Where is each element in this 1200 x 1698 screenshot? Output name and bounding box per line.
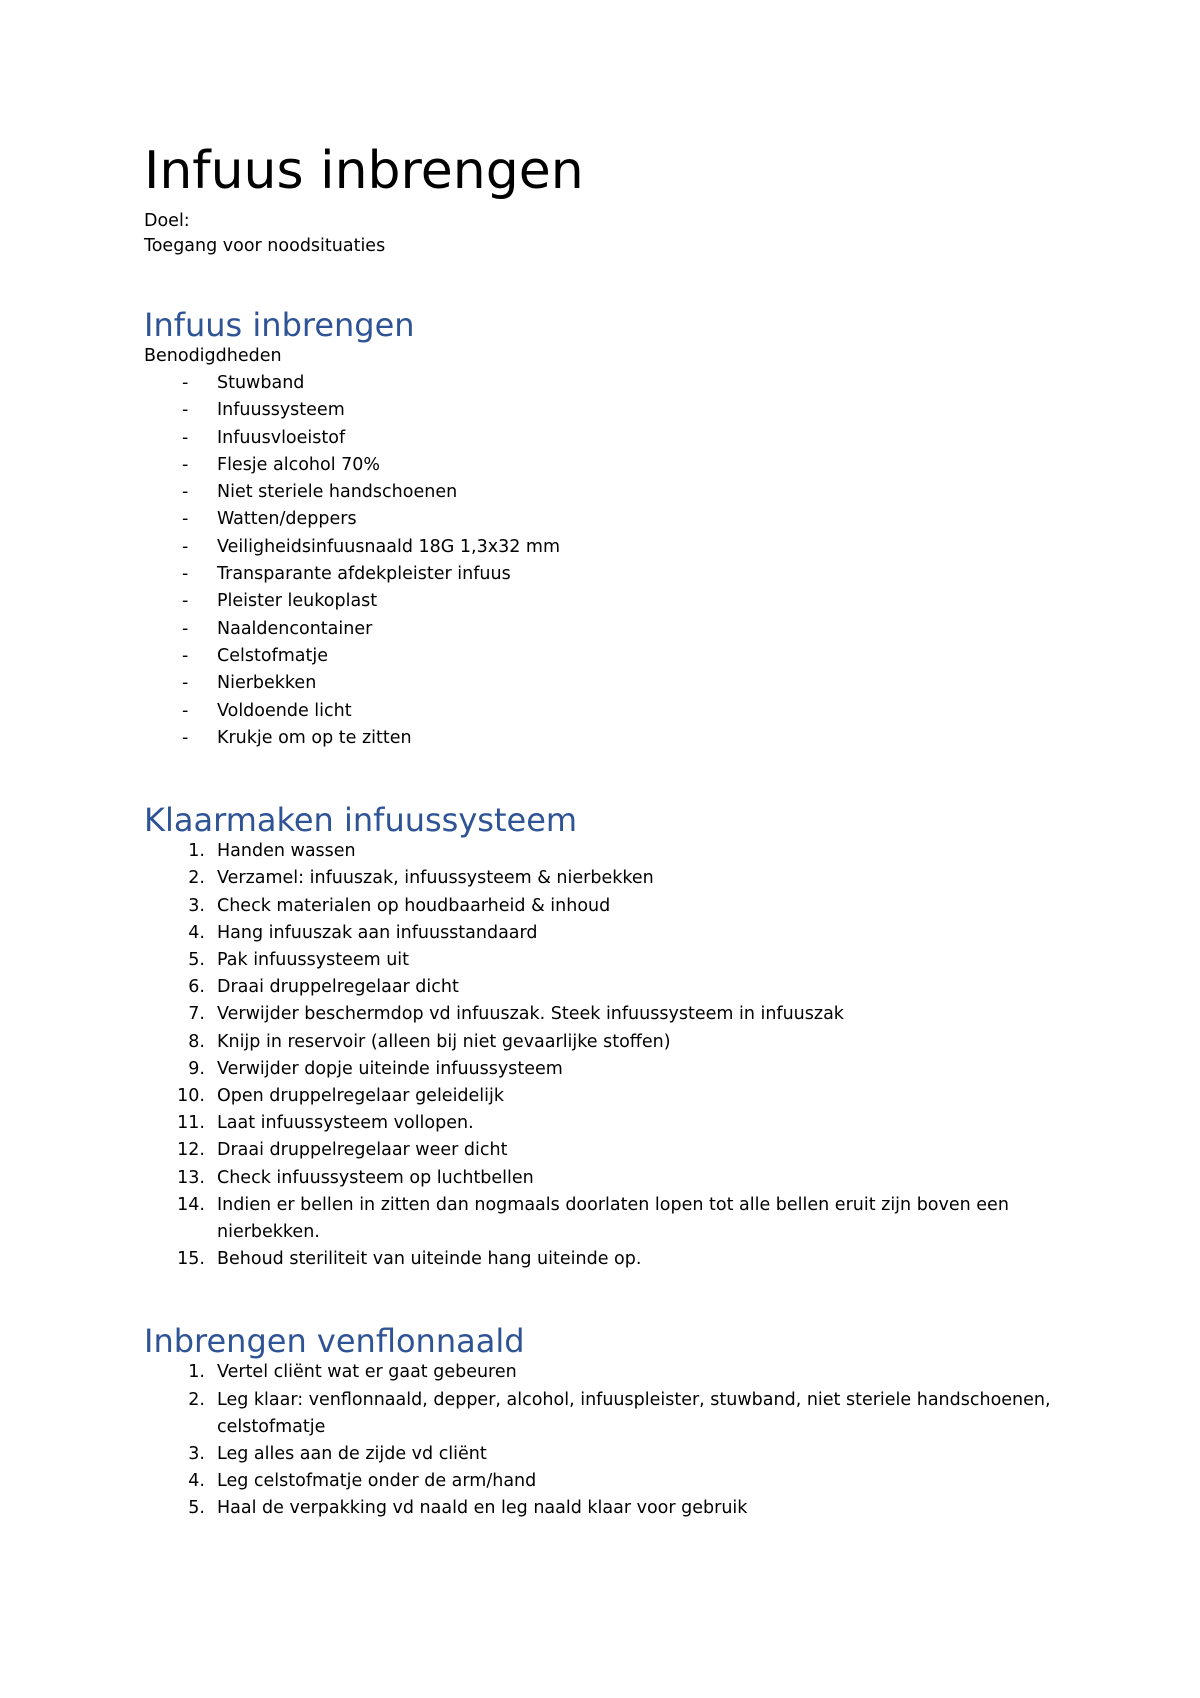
- section-heading-infuus-inbrengen: Infuus inbrengen: [144, 306, 415, 344]
- list-item: [144, 452, 1056, 479]
- step-item: [144, 1359, 1056, 1386]
- dash-bullet: -: [182, 700, 189, 721]
- list-item-text: Nierbekken: [217, 673, 317, 694]
- step-item: [144, 947, 1056, 974]
- dash-bullet: -: [182, 373, 189, 393]
- step-text: Leg klaar: venflonnaald, depper, alcohol, infuuspleister, stuwband, niet steriele handschoenen, celstofmatje: [217, 1389, 1051, 1437]
- list-item: [144, 616, 1056, 643]
- step-number: 15.: [177, 1249, 205, 1270]
- step-text: Pak infuussysteem uit: [217, 949, 410, 970]
- step-text: Hang infuuszak aan infuusstandaard: [217, 922, 538, 943]
- document-page: [144, 140, 1056, 1523]
- list-item: [144, 725, 1056, 752]
- list-item: [144, 425, 1056, 452]
- step-number: 3.: [188, 1444, 205, 1465]
- list-item-text: Naaldencontainer: [217, 618, 373, 639]
- step-item: [144, 974, 1056, 1001]
- list-item: [144, 534, 1056, 561]
- step-item: [144, 1137, 1056, 1164]
- step-text: Verwijder dopje uiteinde infuussysteem: [217, 1058, 563, 1079]
- step-number: 2.: [188, 1389, 205, 1410]
- benodigdheden-list: [144, 370, 1056, 752]
- klaarmaken-steps-list: [144, 838, 1056, 1273]
- list-item: [144, 643, 1056, 670]
- dash-bullet: -: [182, 673, 189, 694]
- list-item-text: Voldoende licht: [217, 700, 352, 721]
- step-number: 11.: [177, 1113, 205, 1134]
- step-number: 13.: [177, 1167, 205, 1188]
- document-title: Infuus inbrengen: [144, 141, 584, 201]
- list-item-text: Watten/deppers: [217, 509, 357, 530]
- step-number: 1.: [188, 1362, 205, 1383]
- step-text: Handen wassen: [217, 841, 356, 862]
- list-item: [144, 506, 1056, 533]
- list-item-text: Niet steriele handschoenen: [217, 482, 458, 503]
- section-heading-klaarmaken: Klaarmaken infuussysteem: [144, 801, 578, 840]
- inbrengen-steps-list: [144, 1359, 1056, 1522]
- list-item-text: Celstofmatje: [217, 645, 328, 666]
- step-item: [144, 920, 1056, 947]
- step-item: [144, 1165, 1056, 1192]
- step-item: [144, 893, 1056, 920]
- dash-bullet: -: [182, 645, 189, 666]
- list-item-text: Krukje om op te zitten: [217, 727, 412, 748]
- step-text: Vertel cliënt wat er gaat gebeuren: [217, 1362, 517, 1383]
- step-number: 7.: [188, 1004, 205, 1025]
- step-item: [144, 1495, 1056, 1522]
- step-number: 4.: [188, 922, 205, 943]
- step-number: 1.: [188, 841, 205, 862]
- dash-bullet: -: [182, 727, 189, 748]
- dash-bullet: -: [182, 564, 189, 585]
- step-text: Verwijder beschermdop vd infuuszak. Steek infuussysteem in infuuszak: [217, 1004, 844, 1025]
- step-number: 5.: [188, 949, 205, 970]
- step-item: [144, 1029, 1056, 1056]
- list-item: [144, 670, 1056, 697]
- step-text: Check materialen op houdbaarheid & inhoud: [217, 895, 611, 916]
- step-number: 4.: [188, 1471, 205, 1492]
- step-item: [144, 1192, 1056, 1246]
- step-text: Draai druppelregelaar weer dicht: [217, 1140, 508, 1161]
- step-text: Knijp in reservoir (alleen bij niet gevaarlijke stoffen): [217, 1031, 671, 1052]
- list-item-text: Transparante afdekpleister infuus: [217, 564, 511, 585]
- dash-bullet: -: [182, 400, 189, 421]
- step-item: [144, 1387, 1056, 1441]
- step-item: [144, 1110, 1056, 1137]
- dash-bullet: -: [182, 482, 189, 503]
- step-text: Check infuussysteem op luchtbellen: [217, 1167, 534, 1188]
- step-item: [144, 1441, 1056, 1468]
- dash-bullet: -: [182, 454, 189, 475]
- list-item-text: Pleister leukoplast: [217, 591, 378, 612]
- benodigdheden-label: Benodigdheden: [144, 346, 282, 366]
- step-number: 10.: [177, 1085, 205, 1106]
- step-text: Haal de verpakking vd naald en leg naald klaar voor gebruik: [217, 1498, 748, 1519]
- step-text: Leg alles aan de zijde vd cliënt: [217, 1444, 487, 1465]
- step-item: [144, 1246, 1056, 1273]
- step-text: Indien er bellen in zitten dan nogmaals doorlaten lopen tot alle bellen eruit zijn boven een nierbekken.: [217, 1194, 1009, 1242]
- step-number: 2.: [188, 868, 205, 889]
- step-number: 9.: [188, 1058, 205, 1079]
- dash-bullet: -: [182, 536, 189, 557]
- step-number: 12.: [177, 1140, 205, 1161]
- step-item: [144, 1468, 1056, 1495]
- section-heading-inbrengen: Inbrengen venflonnaald: [144, 1322, 525, 1361]
- list-item-text: Veiligheidsinfuusnaald 18G 1,3x32 mm: [217, 536, 561, 557]
- step-item: [144, 1001, 1056, 1028]
- step-number: 3.: [188, 895, 205, 916]
- list-item: [144, 397, 1056, 424]
- step-item: [144, 838, 1056, 865]
- step-item: [144, 865, 1056, 892]
- list-item-text: Infuussysteem: [217, 400, 345, 421]
- doel-label: Doel:: [144, 211, 190, 231]
- step-item: [144, 1056, 1056, 1083]
- step-number: 5.: [188, 1498, 205, 1519]
- step-text: Leg celstofmatje onder de arm/hand: [217, 1471, 537, 1492]
- list-item-text: Flesje alcohol 70%: [217, 454, 381, 475]
- step-text: Draai druppelregelaar dicht: [217, 977, 459, 998]
- step-text: Behoud steriliteit van uiteinde hang uiteinde op.: [217, 1249, 642, 1270]
- list-item: [144, 370, 1056, 397]
- step-number: 8.: [188, 1031, 205, 1052]
- dash-bullet: -: [182, 591, 189, 612]
- dash-bullet: -: [182, 618, 189, 639]
- step-text: Verzamel: infuuszak, infuussysteem & nierbekken: [217, 868, 654, 889]
- list-item: [144, 588, 1056, 615]
- step-text: Open druppelregelaar geleidelijk: [217, 1085, 505, 1106]
- step-item: [144, 1083, 1056, 1110]
- list-item: [144, 479, 1056, 506]
- step-number: 14.: [177, 1194, 205, 1215]
- doel-text: Toegang voor noodsituaties: [144, 236, 386, 256]
- list-item: [144, 561, 1056, 588]
- list-item-text: Stuwband: [217, 373, 305, 393]
- step-text: Laat infuussysteem vollopen.: [217, 1113, 474, 1134]
- dash-bullet: -: [182, 427, 189, 448]
- dash-bullet: -: [182, 509, 189, 530]
- list-item: [144, 698, 1056, 725]
- list-item-text: Infuusvloeistof: [217, 427, 346, 448]
- step-number: 6.: [188, 977, 205, 998]
